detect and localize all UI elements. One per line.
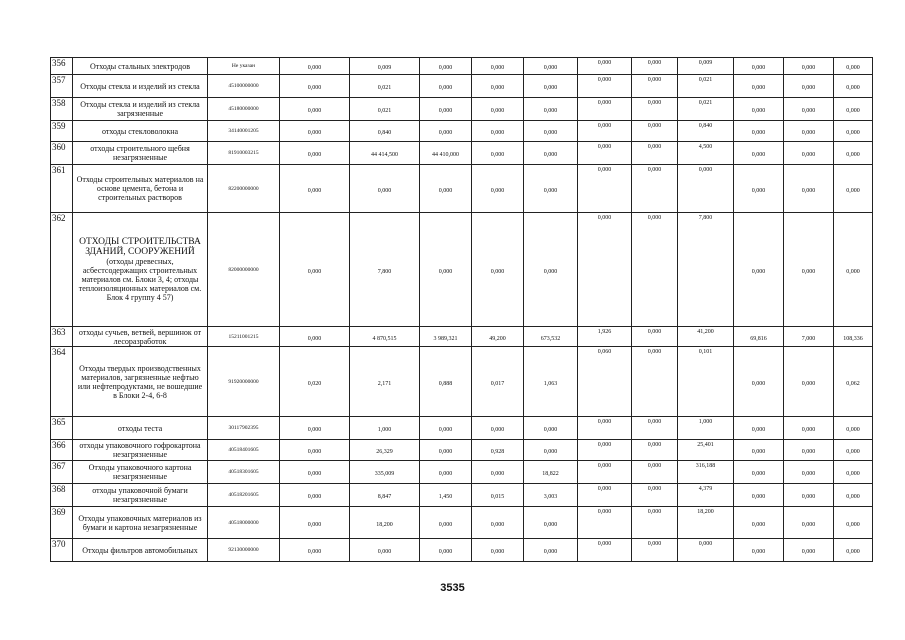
value-col-12: 0,000 <box>784 440 834 461</box>
value-col-10: 1,000 <box>678 417 734 440</box>
value-transferred: 0,000 <box>578 539 632 562</box>
value-end-balance: 0,000 <box>834 142 873 165</box>
value-received: 1,450 <box>420 484 472 507</box>
row-number: 360 <box>51 142 73 165</box>
fkko-code: 45180000000 <box>208 98 280 121</box>
value-col-11: 0,000 <box>734 98 784 121</box>
value-generated: 0,000 <box>350 165 420 213</box>
table-row <box>51 142 873 165</box>
value-col-12: 0,000 <box>784 165 834 213</box>
value-col-11: 0,000 <box>734 507 784 539</box>
value-end-balance: 0,000 <box>834 484 873 507</box>
value-generated: 0,021 <box>350 75 420 98</box>
table-row <box>51 75 873 98</box>
value-col-12: 0,000 <box>784 539 834 562</box>
value-col-11: 0,000 <box>734 165 784 213</box>
value-received: 44 410,000 <box>420 142 472 165</box>
value-neutralized: 0,000 <box>524 58 578 75</box>
waste-name <box>73 213 208 327</box>
value-col-12: 0,000 <box>784 213 834 327</box>
value-col-10: 0,101 <box>678 347 734 417</box>
value-col-10: 0,840 <box>678 121 734 142</box>
value-col-12: 0,000 <box>784 142 834 165</box>
value-transferred: 0,000 <box>578 484 632 507</box>
waste-table <box>50 57 873 562</box>
waste-name: отходы упаковочной бумаги незагрязненные <box>73 484 208 507</box>
value-received: 0,000 <box>420 213 472 327</box>
fkko-code: 45100000000 <box>208 75 280 98</box>
value-end-balance: 0,000 <box>834 98 873 121</box>
value-col-9: 0,000 <box>632 327 678 347</box>
value-utilized: 0,000 <box>472 507 524 539</box>
waste-name: Отходы твердых производственных материалов, загрязненные нефтью или нефтепродуктами, не вошедшие в Блоки 2-4, 6-8 <box>73 347 208 417</box>
value-end-balance: 0,000 <box>834 75 873 98</box>
value-neutralized: 0,000 <box>524 440 578 461</box>
table-row <box>51 58 873 75</box>
table-row <box>51 484 873 507</box>
value-col-9: 0,000 <box>632 58 678 75</box>
row-number: 358 <box>51 98 73 121</box>
fkko-code: 40518201605 <box>208 484 280 507</box>
value-col-11: 0,000 <box>734 58 784 75</box>
value-col-12: 0,000 <box>784 417 834 440</box>
value-col-10: 7,800 <box>678 213 734 327</box>
table-row <box>51 507 873 539</box>
value-start-balance: 0,000 <box>280 58 350 75</box>
value-neutralized: 18,822 <box>524 461 578 484</box>
value-neutralized: 1,063 <box>524 347 578 417</box>
waste-name: отходы строительного щебня незагрязненные <box>73 142 208 165</box>
value-col-10: 41,200 <box>678 327 734 347</box>
row-number: 369 <box>51 507 73 539</box>
value-col-10: 0,021 <box>678 98 734 121</box>
waste-name: Отходы упаковочного картона незагрязненные <box>73 461 208 484</box>
value-received: 0,000 <box>420 507 472 539</box>
waste-name: отходы сучьев, ветвей, вершинок от лесоразработок <box>73 327 208 347</box>
value-col-10: 0,009 <box>678 58 734 75</box>
value-col-10: 0,000 <box>678 165 734 213</box>
value-end-balance: 0,000 <box>834 539 873 562</box>
waste-name: Отходы упаковочных материалов из бумаги и картона незагрязненные <box>73 507 208 539</box>
value-neutralized: 0,000 <box>524 98 578 121</box>
value-generated: 335,009 <box>350 461 420 484</box>
value-col-9: 0,000 <box>632 75 678 98</box>
value-col-9: 0,000 <box>632 461 678 484</box>
value-col-10: 4,379 <box>678 484 734 507</box>
value-transferred: 1,926 <box>578 327 632 347</box>
value-received: 0,000 <box>420 165 472 213</box>
value-start-balance: 0,000 <box>280 165 350 213</box>
value-end-balance: 0,000 <box>834 213 873 327</box>
value-transferred: 0,000 <box>578 461 632 484</box>
value-start-balance: 0,000 <box>280 539 350 562</box>
value-col-11: 0,000 <box>734 417 784 440</box>
value-utilized: 0,000 <box>472 213 524 327</box>
value-col-10: 0,021 <box>678 75 734 98</box>
value-received: 0,000 <box>420 539 472 562</box>
value-utilized: 49,200 <box>472 327 524 347</box>
value-transferred: 0,060 <box>578 347 632 417</box>
table-row <box>51 440 873 461</box>
value-start-balance: 0,000 <box>280 142 350 165</box>
value-col-11: 0,000 <box>734 539 784 562</box>
waste-name: отходы стекловолокна <box>73 121 208 142</box>
value-start-balance: 0,000 <box>280 327 350 347</box>
table-row <box>51 121 873 142</box>
fkko-code: Не указан <box>208 58 280 75</box>
value-col-12: 0,000 <box>784 461 834 484</box>
waste-name: Отходы стекла и изделий из стекла <box>73 75 208 98</box>
waste-name-note: (отходы древесных, асбестсодержащих строительных материалов см. Блоки 3, 4; отходы теплоизоляционных материалов см. Блок 4 группу 4 57) <box>78 257 202 302</box>
value-generated: 4 870,515 <box>350 327 420 347</box>
value-utilized: 0,017 <box>472 347 524 417</box>
value-generated: 0,000 <box>350 539 420 562</box>
fkko-code: 30117902395 <box>208 417 280 440</box>
value-col-11: 0,000 <box>734 121 784 142</box>
value-col-10: 316,188 <box>678 461 734 484</box>
value-col-12: 0,000 <box>784 484 834 507</box>
row-number: 365 <box>51 417 73 440</box>
value-col-11: 0,000 <box>734 142 784 165</box>
value-transferred: 0,000 <box>578 440 632 461</box>
waste-table-body <box>51 58 873 562</box>
value-start-balance: 0,000 <box>280 484 350 507</box>
value-col-11: 0,000 <box>734 440 784 461</box>
waste-name: Отходы стальных электродов <box>73 58 208 75</box>
value-col-9: 0,000 <box>632 142 678 165</box>
value-received: 0,888 <box>420 347 472 417</box>
value-start-balance: 0,020 <box>280 347 350 417</box>
value-neutralized: 0,000 <box>524 121 578 142</box>
value-transferred: 0,000 <box>578 507 632 539</box>
table-row <box>51 417 873 440</box>
table-row <box>51 165 873 213</box>
value-utilized: 0,928 <box>472 440 524 461</box>
value-generated: 18,200 <box>350 507 420 539</box>
value-transferred: 0,000 <box>578 58 632 75</box>
value-neutralized: 0,000 <box>524 507 578 539</box>
row-number: 368 <box>51 484 73 507</box>
value-col-11: 0,000 <box>734 484 784 507</box>
value-generated: 0,009 <box>350 58 420 75</box>
value-received: 0,000 <box>420 440 472 461</box>
value-utilized: 0,000 <box>472 165 524 213</box>
value-generated: 0,021 <box>350 98 420 121</box>
value-received: 3 989,321 <box>420 327 472 347</box>
waste-name: отходы теста <box>73 417 208 440</box>
value-transferred: 0,000 <box>578 417 632 440</box>
value-col-9: 0,000 <box>632 539 678 562</box>
value-col-9: 0,000 <box>632 98 678 121</box>
table-row <box>51 213 873 327</box>
value-transferred: 0,000 <box>578 142 632 165</box>
value-col-9: 0,000 <box>632 507 678 539</box>
waste-name: отходы упаковочного гофрокартона незагрязненные <box>73 440 208 461</box>
fkko-code: 40518000000 <box>208 507 280 539</box>
row-number: 356 <box>51 58 73 75</box>
fkko-code: 34140001205 <box>208 121 280 142</box>
fkko-code: 92130000000 <box>208 539 280 562</box>
value-start-balance: 0,000 <box>280 507 350 539</box>
value-start-balance: 0,000 <box>280 98 350 121</box>
value-neutralized: 0,000 <box>524 417 578 440</box>
value-col-11: 0,000 <box>734 213 784 327</box>
value-col-9: 0,000 <box>632 213 678 327</box>
waste-name: Отходы строительных материалов на основе цемента, бетона и строительных растворов <box>73 165 208 213</box>
value-col-9: 0,000 <box>632 440 678 461</box>
waste-name: Отходы фильтров автомобильных <box>73 539 208 562</box>
value-neutralized: 0,000 <box>524 75 578 98</box>
value-col-9: 0,000 <box>632 484 678 507</box>
row-number: 361 <box>51 165 73 213</box>
value-col-12: 0,000 <box>784 347 834 417</box>
value-col-12: 0,000 <box>784 121 834 142</box>
value-utilized: 0,015 <box>472 484 524 507</box>
page-number: 3535 <box>440 582 465 594</box>
value-transferred: 0,000 <box>578 98 632 121</box>
value-start-balance: 0,000 <box>280 213 350 327</box>
value-end-balance: 0,000 <box>834 121 873 142</box>
waste-table-sheet <box>50 57 872 562</box>
value-col-11: 69,816 <box>734 327 784 347</box>
value-col-12: 0,000 <box>784 507 834 539</box>
fkko-code: 82000000000 <box>208 213 280 327</box>
value-utilized: 0,000 <box>472 417 524 440</box>
value-neutralized: 0,000 <box>524 165 578 213</box>
value-start-balance: 0,000 <box>280 121 350 142</box>
fkko-code: 82200000000 <box>208 165 280 213</box>
value-start-balance: 0,000 <box>280 461 350 484</box>
value-col-10: 25,401 <box>678 440 734 461</box>
value-col-10: 4,500 <box>678 142 734 165</box>
value-col-11: 0,000 <box>734 461 784 484</box>
value-received: 0,000 <box>420 98 472 121</box>
value-col-9: 0,000 <box>632 165 678 213</box>
row-number: 366 <box>51 440 73 461</box>
value-utilized: 0,000 <box>472 58 524 75</box>
value-start-balance: 0,000 <box>280 75 350 98</box>
fkko-code: 40518301605 <box>208 461 280 484</box>
value-start-balance: 0,000 <box>280 440 350 461</box>
fkko-code: 40518401605 <box>208 440 280 461</box>
row-number: 370 <box>51 539 73 562</box>
value-neutralized: 673,532 <box>524 327 578 347</box>
value-end-balance: 0,000 <box>834 440 873 461</box>
value-generated: 8,847 <box>350 484 420 507</box>
value-received: 0,000 <box>420 58 472 75</box>
value-end-balance: 0,000 <box>834 417 873 440</box>
value-utilized: 0,000 <box>472 121 524 142</box>
row-number: 367 <box>51 461 73 484</box>
table-row <box>51 98 873 121</box>
table-row <box>51 347 873 417</box>
value-col-10: 18,200 <box>678 507 734 539</box>
value-end-balance: 0,000 <box>834 58 873 75</box>
value-utilized: 0,000 <box>472 75 524 98</box>
value-generated: 0,840 <box>350 121 420 142</box>
value-col-12: 0,000 <box>784 58 834 75</box>
value-end-balance: 0,000 <box>834 165 873 213</box>
value-generated: 44 414,500 <box>350 142 420 165</box>
value-transferred: 0,000 <box>578 165 632 213</box>
value-received: 0,000 <box>420 417 472 440</box>
value-transferred: 0,000 <box>578 75 632 98</box>
row-number: 364 <box>51 347 73 417</box>
value-generated: 7,800 <box>350 213 420 327</box>
table-row <box>51 461 873 484</box>
value-col-9: 0,000 <box>632 121 678 142</box>
value-end-balance: 108,336 <box>834 327 873 347</box>
value-received: 0,000 <box>420 121 472 142</box>
row-number: 362 <box>51 213 73 327</box>
value-utilized: 0,000 <box>472 142 524 165</box>
value-col-9: 0,000 <box>632 417 678 440</box>
value-end-balance: 0,000 <box>834 461 873 484</box>
waste-name: Отходы стекла и изделий из стекла загрязненные <box>73 98 208 121</box>
value-generated: 2,171 <box>350 347 420 417</box>
value-neutralized: 3,003 <box>524 484 578 507</box>
value-received: 0,000 <box>420 461 472 484</box>
value-col-12: 0,000 <box>784 75 834 98</box>
row-number: 359 <box>51 121 73 142</box>
value-col-10: 0,000 <box>678 539 734 562</box>
value-col-11: 0,000 <box>734 347 784 417</box>
value-col-12: 0,000 <box>784 98 834 121</box>
value-received: 0,000 <box>420 75 472 98</box>
value-start-balance: 0,000 <box>280 417 350 440</box>
value-neutralized: 0,000 <box>524 142 578 165</box>
row-number: 363 <box>51 327 73 347</box>
value-col-11: 0,000 <box>734 75 784 98</box>
row-number: 357 <box>51 75 73 98</box>
value-col-9: 0,000 <box>632 347 678 417</box>
value-end-balance: 0,000 <box>834 507 873 539</box>
value-generated: 1,000 <box>350 417 420 440</box>
value-neutralized: 0,000 <box>524 213 578 327</box>
waste-name-heading: ОТХОДЫ СТРОИТЕЛЬСТВА ЗДАНИЙ, СООРУЖЕНИЙ <box>79 237 201 257</box>
fkko-code: 91920000000 <box>208 347 280 417</box>
value-utilized: 0,000 <box>472 98 524 121</box>
value-generated: 26,329 <box>350 440 420 461</box>
fkko-code: 81910003215 <box>208 142 280 165</box>
value-neutralized: 0,000 <box>524 539 578 562</box>
value-utilized: 0,000 <box>472 539 524 562</box>
value-utilized: 0,000 <box>472 461 524 484</box>
value-transferred: 0,000 <box>578 121 632 142</box>
value-end-balance: 0,062 <box>834 347 873 417</box>
table-row <box>51 327 873 347</box>
value-transferred: 0,000 <box>578 213 632 327</box>
value-col-12: 7,000 <box>784 327 834 347</box>
table-row <box>51 539 873 562</box>
fkko-code: 15211001215 <box>208 327 280 347</box>
